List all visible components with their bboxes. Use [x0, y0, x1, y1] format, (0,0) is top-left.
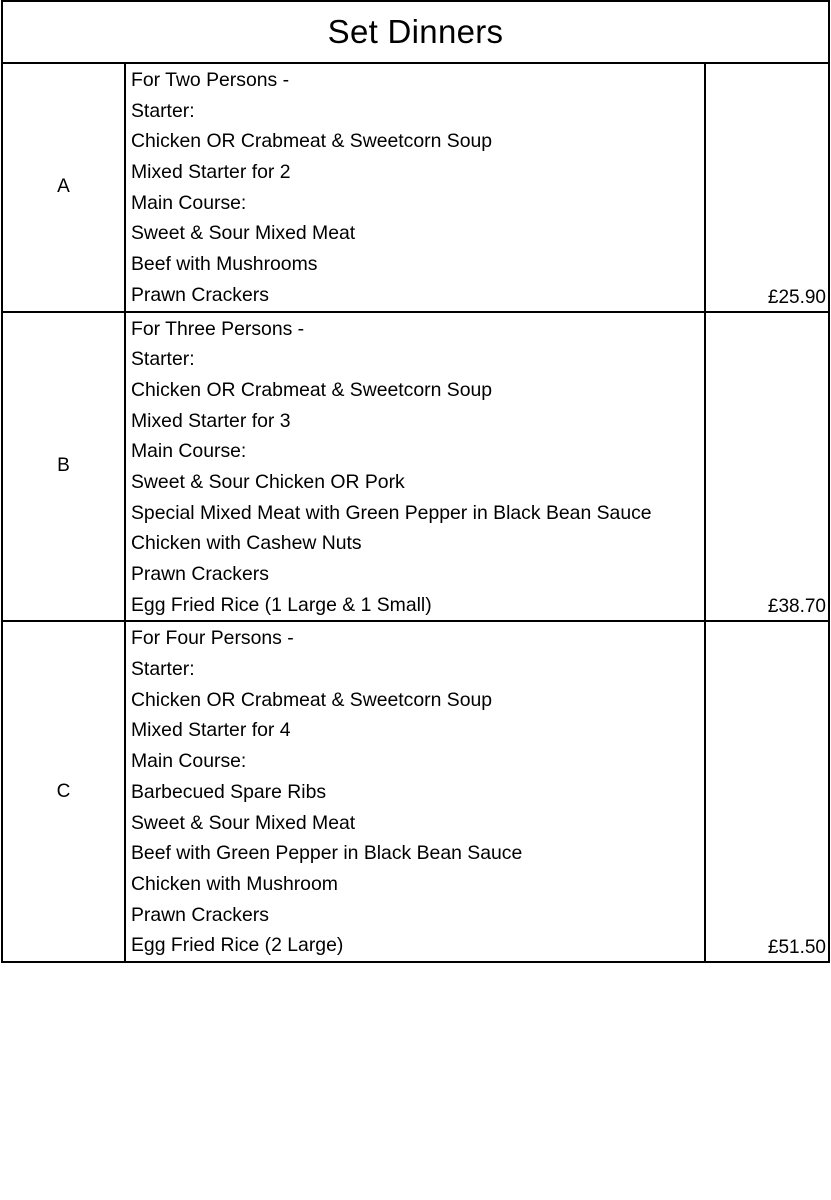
set-items	[126, 313, 706, 621]
menu-item: Main Course:	[131, 440, 247, 463]
menu-item: Special Mixed Meat with Green Pepper in Black Bean Sauce	[131, 501, 652, 524]
menu-item: Starter:	[131, 348, 195, 371]
set-code: B	[3, 313, 126, 621]
price-value: £25.90	[767, 286, 826, 308]
set-code: C	[3, 622, 126, 961]
menu-item: For Four Persons -	[131, 627, 294, 650]
menu-item: Starter:	[131, 658, 195, 681]
menu-item: Chicken with Cashew Nuts	[131, 532, 362, 555]
set-price	[706, 313, 828, 621]
menu-item: Sweet & Sour Mixed Meat	[131, 811, 356, 834]
menu-item: Egg Fried Rice (2 Large)	[131, 934, 344, 957]
menu-item: Prawn Crackers	[131, 903, 269, 926]
menu-item: Prawn Crackers	[131, 563, 269, 585]
set-price	[706, 64, 828, 311]
set-row-c	[3, 622, 828, 961]
menu-item: For Two Persons -	[131, 69, 290, 91]
menu-item: Chicken OR Crabmeat & Sweetcorn Soup	[131, 688, 493, 711]
menu-item: Mixed Starter for 4	[131, 719, 291, 742]
menu-item: Sweet & Sour Mixed Meat	[131, 222, 356, 245]
set-price	[706, 622, 828, 961]
menu-item: Main Course:	[131, 750, 247, 773]
menu-item: Beef with Mushrooms	[131, 253, 318, 276]
title-row	[3, 2, 828, 64]
set-code: A	[3, 64, 126, 311]
menu-item: Chicken OR Crabmeat & Sweetcorn Soup	[131, 378, 493, 401]
set-row-a	[3, 64, 828, 313]
menu-item: Beef with Green Pepper in Black Bean Sauce	[131, 842, 523, 865]
price-value: £51.50	[767, 936, 826, 958]
menu-item: Egg Fried Rice (1 Large & 1 Small)	[131, 593, 432, 616]
set-items	[126, 622, 706, 961]
menu-item: Chicken with Mushroom	[131, 872, 338, 895]
menu-item: Starter:	[131, 99, 195, 122]
menu-item: Chicken OR Crabmeat & Sweetcorn Soup	[131, 130, 493, 153]
price-value: £38.70	[767, 596, 826, 618]
set-dinners-table	[1, 0, 830, 963]
menu-item: Barbecued Spare Ribs	[131, 780, 327, 803]
set-items	[126, 64, 706, 311]
menu-item: Sweet & Sour Chicken OR Pork	[131, 470, 405, 493]
page-title: Set Dinners	[327, 13, 504, 50]
menu-item: Main Course:	[131, 191, 247, 214]
menu-item: For Three Persons -	[131, 317, 305, 340]
set-row-b	[3, 313, 828, 623]
menu-item: Mixed Starter for 3	[131, 409, 291, 432]
menu-item: Prawn Crackers	[131, 283, 269, 306]
menu-item: Mixed Starter for 2	[131, 161, 291, 184]
